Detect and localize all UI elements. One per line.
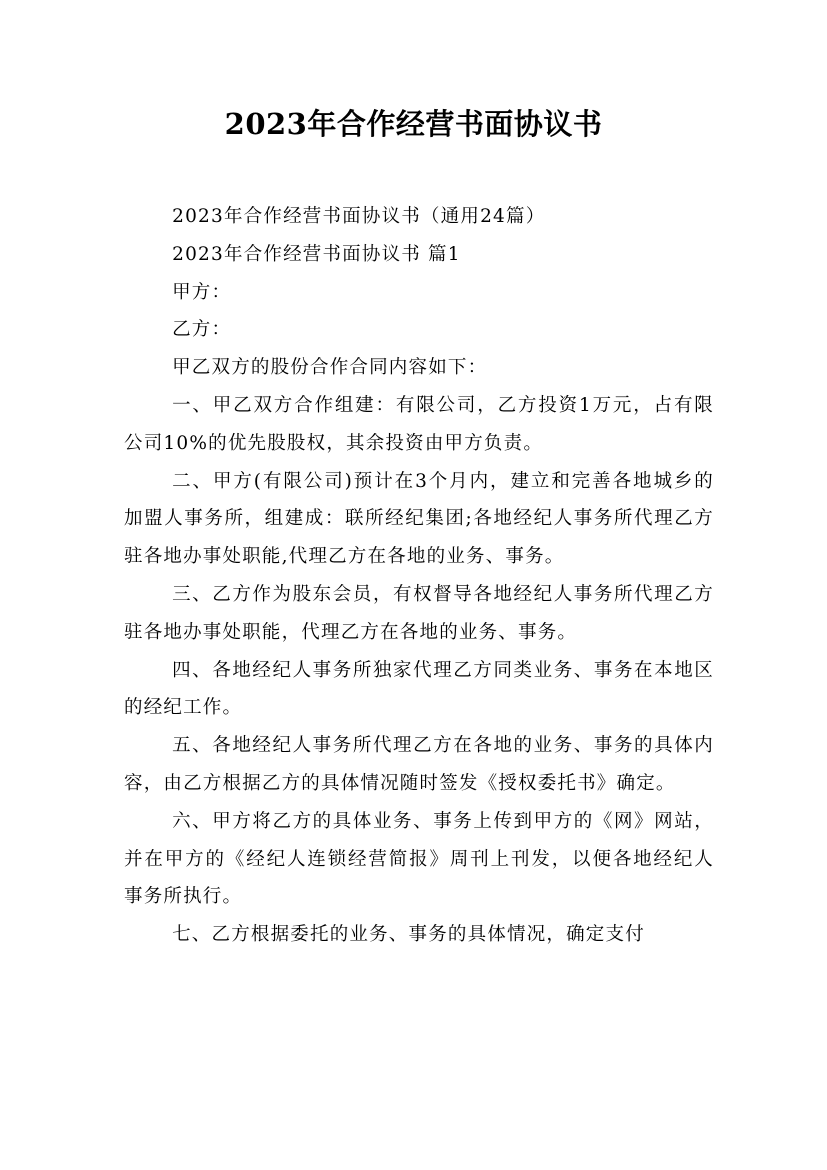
clause-1: 一、甲乙双方合作组建：有限公司，乙方投资1万元，占有限公司10%的优先股股权，其余投资由甲方负责。 <box>124 394 714 454</box>
paragraph-intro: 甲乙双方的股份合作合同内容如下： <box>172 357 488 379</box>
clause-7: 七、乙方根据委托的业务、事务的具体情况，确定支付 <box>172 924 645 946</box>
clause-2: 二、甲方(有限公司)预计在3个月内，建立和完善各地城乡的加盟人事务所，组建成：联所经纪集团;各地经纪人事务所代理乙方驻各地办事处职能,代理乙方在各地的业务、事务。 <box>124 470 714 568</box>
clause-6: 六、甲方将乙方的具体业务、事务上传到甲方的《网》网站，并在甲方的《经纪人连锁经营简报》周刊上刊发，以便各地经纪人事务所执行。 <box>124 810 714 908</box>
paragraph-section-title: 2023年合作经营书面协议书 篇1 <box>172 243 461 265</box>
party-a-label: 甲方： <box>172 281 232 303</box>
document-body <box>124 198 714 954</box>
party-b-label: 乙方： <box>172 319 232 341</box>
paragraph-heading: 2023年合作经营书面协议书（通用24篇） <box>172 206 546 227</box>
clause-5: 五、各地经纪人事务所代理乙方在各地的业务、事务的具体内容，由乙方根据乙方的具体情况随时签发《授权委托书》确定。 <box>124 735 714 794</box>
clause-3: 三、乙方作为股东会员，有权督导各地经纪人事务所代理乙方驻各地办事处职能，代理乙方在各地的业务、事务。 <box>124 583 714 643</box>
clause-4: 四、各地经纪人事务所独家代理乙方同类业务、事务在本地区的经纪工作。 <box>124 659 714 719</box>
document-title: 2023年合作经营书面协议书 <box>224 107 603 141</box>
